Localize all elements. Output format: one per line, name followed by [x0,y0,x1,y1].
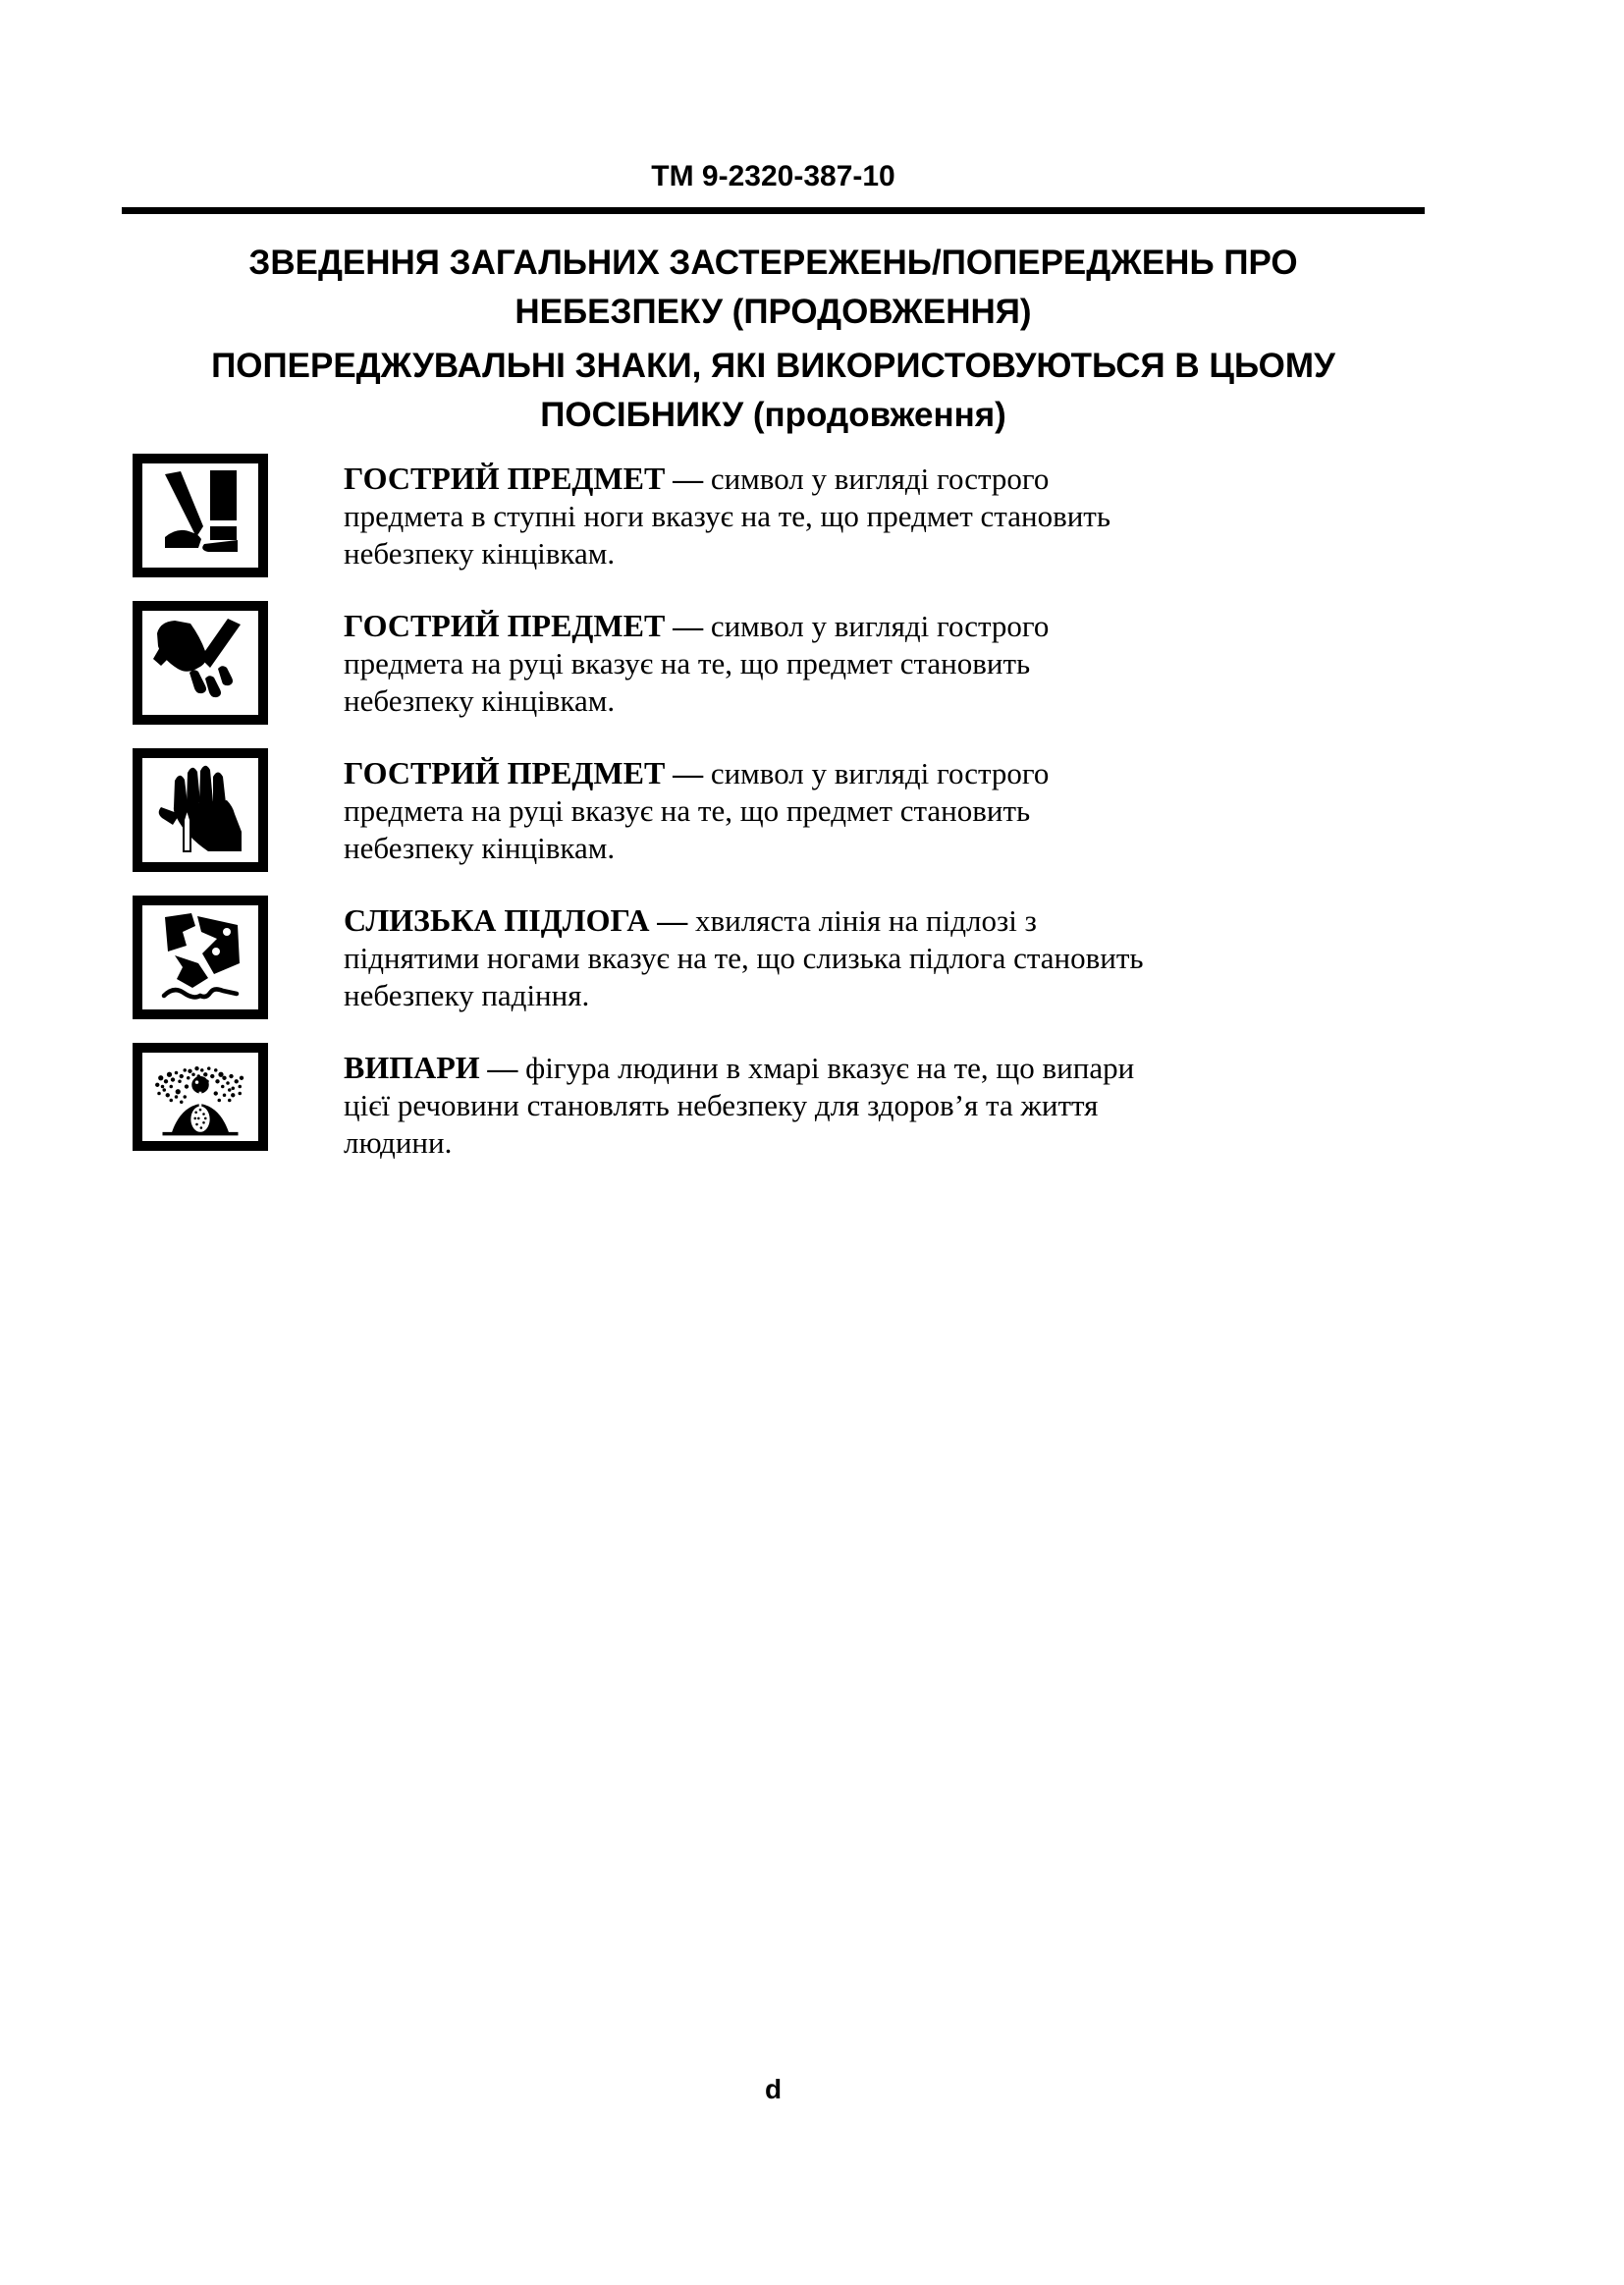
document-number: ТМ 9-2320-387-10 [651,160,895,192]
warning-symbol-list [122,454,1425,1185]
entry-line1: символ у вигляді гострого [710,462,1050,496]
hazard-term: ГОСТРИЙ ПРЕДМЕТ [344,461,666,496]
hazard-term: ГОСТРИЙ ПРЕДМЕТ [344,608,666,643]
sharp-object-foot-icon [133,454,268,577]
section-subtitle-line1: ПОПЕРЕДЖУВАЛЬНІ ЗНАКИ, ЯКІ ВИКОРИСТОВУЮТЬСЯ В ЦЬОМУ [211,347,1335,385]
entry-line1: хвиляста лінія на підлозі з [694,903,1037,938]
entry-text [344,748,1247,867]
page-title [122,239,1425,337]
entry-line3: небезпеку кінцівкам. [344,831,616,865]
page-content [122,0,1425,2285]
hazard-term: ВИПАРИ [344,1050,480,1085]
entry-line3: небезпеку кінцівкам. [344,683,616,718]
dash: — [673,756,704,790]
entry-text [344,454,1247,572]
sharp-object-palm-icon [133,748,268,872]
dash: — [673,609,704,643]
hazard-term: СЛИЗЬКА ПІДЛОГА [344,902,650,938]
page-title-line1: ЗВЕДЕННЯ ЗАГАЛЬНИХ ЗАСТЕРЕЖЕНЬ/ПОПЕРЕДЖЕНЬ ПРО [248,244,1298,282]
section-subtitle [122,342,1425,440]
page-title-line2: НЕБЕЗПЕКУ (ПРОДОВЖЕННЯ) [514,293,1032,331]
section-subtitle-line2: ПОСІБНИКУ (продовження) [540,396,1006,434]
hazard-term: ГОСТРИЙ ПРЕДМЕТ [344,755,666,790]
slippery-floor-icon [133,896,268,1019]
warning-symbol-entry [122,1043,1425,1162]
entry-line2: піднятими ногами вказує на те, що слизька підлога становить [344,941,1144,975]
header-rule [122,207,1425,214]
entry-line2: предмета на руці вказує на те, що предмет становить [344,793,1031,828]
dash: — [673,462,704,496]
entry-line2: предмета в ступні ноги вказує на те, що предмет становить [344,499,1110,533]
warning-symbol-entry [122,748,1425,872]
sharp-object-hand-icon [133,601,268,725]
entry-line1: символ у вигляді гострого [710,609,1050,643]
entry-line3: людини. [344,1125,453,1160]
warning-symbol-entry [122,896,1425,1019]
warning-symbol-entry [122,454,1425,577]
entry-line2: предмета на руці вказує на те, що предмет становить [344,646,1031,680]
entry-line2: цієї речовини становлять небезпеку для здоров’я та життя [344,1088,1099,1122]
dash: — [487,1051,518,1085]
warning-symbol-entry [122,601,1425,725]
dash: — [657,903,688,938]
page-number: d [764,2074,783,2104]
entry-line1: символ у вигляді гострого [710,756,1050,790]
entry-line1: фігура людини в хмарі вказує на те, що випари [525,1051,1135,1085]
entry-line3: небезпеку кінцівкам. [344,536,616,571]
entry-line3: небезпеку падіння. [344,978,590,1012]
entry-text [344,896,1247,1014]
vapors-icon [133,1043,268,1151]
entry-text [344,601,1247,720]
entry-text [344,1043,1247,1162]
